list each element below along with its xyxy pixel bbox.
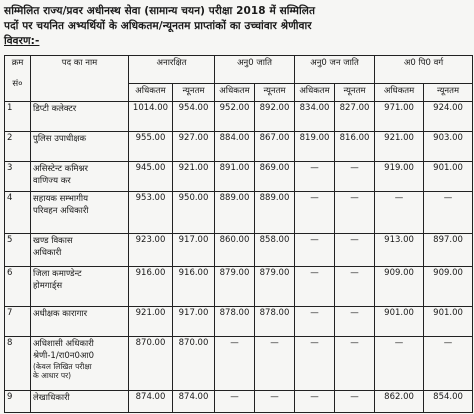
value-cell: 952.00 xyxy=(215,102,255,132)
value-cell: — xyxy=(295,162,335,192)
max-header: अधिकतम xyxy=(215,84,255,102)
group-header-unreserved: अनारक्षित xyxy=(129,56,215,84)
min-header: न्यूनतम xyxy=(173,84,215,102)
value-cell: 950.00 xyxy=(173,192,215,234)
value-cell: — xyxy=(424,192,473,234)
row-post: खण्ड विकास अधिकारी xyxy=(31,234,129,267)
row-sno: 6 xyxy=(5,267,31,307)
value-cell: — xyxy=(295,391,335,413)
header-line-1: सम्मिलित राज्य/प्रवर अधीनस्थ सेवा (सामान्य चयन) परीक्षा 2018 में सम्मिलित xyxy=(4,5,316,17)
row-post: सहायक सम्भागीय परिवहन अधिकारी xyxy=(31,192,129,234)
value-cell: — xyxy=(335,267,375,307)
min-header: न्यूनतम xyxy=(424,84,473,102)
value-cell: 870.00 xyxy=(129,337,173,391)
value-cell: — xyxy=(295,192,335,234)
value-cell: — xyxy=(335,192,375,234)
value-cell: 916.00 xyxy=(129,267,173,307)
value-cell: 874.00 xyxy=(173,391,215,413)
document-header xyxy=(0,0,474,52)
table-row xyxy=(5,337,473,391)
value-cell: — xyxy=(215,391,255,413)
value-cell: 816.00 xyxy=(335,132,375,162)
value-cell: 913.00 xyxy=(375,234,424,267)
value-cell: — xyxy=(295,234,335,267)
value-cell: 921.00 xyxy=(375,132,424,162)
value-cell: — xyxy=(335,307,375,337)
value-cell: 860.00 xyxy=(215,234,255,267)
row-sno: 8 xyxy=(5,337,31,391)
value-cell: — xyxy=(215,337,255,391)
table-row xyxy=(5,267,473,307)
value-cell: 909.00 xyxy=(375,267,424,307)
value-cell: 901.00 xyxy=(424,162,473,192)
marks-table xyxy=(4,55,473,413)
max-header: अधिकतम xyxy=(295,84,335,102)
value-cell: 971.00 xyxy=(375,102,424,132)
value-cell: 1014.00 xyxy=(129,102,173,132)
value-cell: 878.00 xyxy=(255,307,295,337)
value-cell: 954.00 xyxy=(173,102,215,132)
value-cell: 921.00 xyxy=(129,307,173,337)
value-cell: — xyxy=(295,267,335,307)
value-cell: 921.00 xyxy=(173,162,215,192)
value-cell: 878.00 xyxy=(215,307,255,337)
value-cell: — xyxy=(335,162,375,192)
table-header-row-1 xyxy=(5,56,473,84)
table-row xyxy=(5,162,473,192)
row-sno: 1 xyxy=(5,102,31,132)
row-post: अधीक्षक कारागार xyxy=(31,307,129,337)
min-header: न्यूनतम xyxy=(335,84,375,102)
table-row xyxy=(5,192,473,234)
value-cell: 867.00 xyxy=(255,132,295,162)
row-post: पुलिस उपाधीक्षक xyxy=(31,132,129,162)
value-cell: 884.00 xyxy=(215,132,255,162)
value-cell: 903.00 xyxy=(424,132,473,162)
value-cell: — xyxy=(255,337,295,391)
value-cell: 955.00 xyxy=(129,132,173,162)
value-cell: 901.00 xyxy=(375,307,424,337)
value-cell: 901.00 xyxy=(424,307,473,337)
row-sno: 9 xyxy=(5,391,31,413)
value-cell: 917.00 xyxy=(173,234,215,267)
value-cell: 927.00 xyxy=(173,132,215,162)
value-cell: — xyxy=(375,337,424,391)
value-cell: — xyxy=(335,234,375,267)
value-cell: 924.00 xyxy=(424,102,473,132)
value-cell: — xyxy=(295,307,335,337)
group-header-obc: अ0 पि0 वर्ग xyxy=(375,56,473,84)
min-header: न्यूनतम xyxy=(255,84,295,102)
value-cell: — xyxy=(424,337,473,391)
row-sno: 2 xyxy=(5,132,31,162)
value-cell: — xyxy=(375,192,424,234)
table-row xyxy=(5,307,473,337)
value-cell: 862.00 xyxy=(375,391,424,413)
table-row xyxy=(5,102,473,132)
value-cell: — xyxy=(255,391,295,413)
value-cell: 917.00 xyxy=(173,307,215,337)
sno-header: क्रम सं० xyxy=(5,56,31,102)
value-cell: 891.00 xyxy=(215,162,255,192)
value-cell: 834.00 xyxy=(295,102,335,132)
table-row xyxy=(5,132,473,162)
value-cell: 889.00 xyxy=(255,192,295,234)
value-cell: 854.00 xyxy=(424,391,473,413)
value-cell: 897.00 xyxy=(424,234,473,267)
value-cell: 923.00 xyxy=(129,234,173,267)
row-sno: 4 xyxy=(5,192,31,234)
value-cell: 870.00 xyxy=(173,337,215,391)
value-cell: 889.00 xyxy=(215,192,255,234)
value-cell: 869.00 xyxy=(255,162,295,192)
max-header: अधिकतम xyxy=(375,84,424,102)
row-post: असिस्टेन्ट कमिश्नर वाणिज्य कर xyxy=(31,162,129,192)
value-cell: 874.00 xyxy=(129,391,173,413)
row-sno: 3 xyxy=(5,162,31,192)
value-cell: 953.00 xyxy=(129,192,173,234)
row-post: जिला कमाण्डेन्ट होमगार्ड्स xyxy=(31,267,129,307)
row-sno: 7 xyxy=(5,307,31,337)
value-cell: 916.00 xyxy=(173,267,215,307)
row-post: लेखाधिकारी xyxy=(31,391,129,413)
value-cell: 819.00 xyxy=(295,132,335,162)
row-sno: 5 xyxy=(5,234,31,267)
row-post: डिप्टी कलेक्टर xyxy=(31,102,129,132)
table-row xyxy=(5,391,473,413)
value-cell: 945.00 xyxy=(129,162,173,192)
value-cell: — xyxy=(335,391,375,413)
value-cell: 879.00 xyxy=(255,267,295,307)
max-header: अधिकतम xyxy=(129,84,173,102)
header-line-2: पदों पर चयनित अभ्यर्थियों के अधिकतम/न्यूनतम प्राप्तांकों का उच्चांवार श्रेणीवार xyxy=(4,20,312,32)
group-header-sc: अनु0 जाति xyxy=(215,56,295,84)
table-row xyxy=(5,234,473,267)
value-cell: 919.00 xyxy=(375,162,424,192)
group-header-st: अनु0 जन जाति xyxy=(295,56,375,84)
value-cell: 858.00 xyxy=(255,234,295,267)
value-cell: 892.00 xyxy=(255,102,295,132)
value-cell: 827.00 xyxy=(335,102,375,132)
value-cell: 879.00 xyxy=(215,267,255,307)
row-post: अधिशासी अधिकारी श्रेणी-1/रा0न0आ0 (केवल लिखित परीक्षा के आधार पर) xyxy=(31,337,129,391)
value-cell: — xyxy=(335,337,375,391)
value-cell: — xyxy=(295,337,335,391)
post-header: पद का नाम xyxy=(31,56,129,102)
header-line-3: विवरण:- xyxy=(4,35,40,47)
value-cell: 909.00 xyxy=(424,267,473,307)
